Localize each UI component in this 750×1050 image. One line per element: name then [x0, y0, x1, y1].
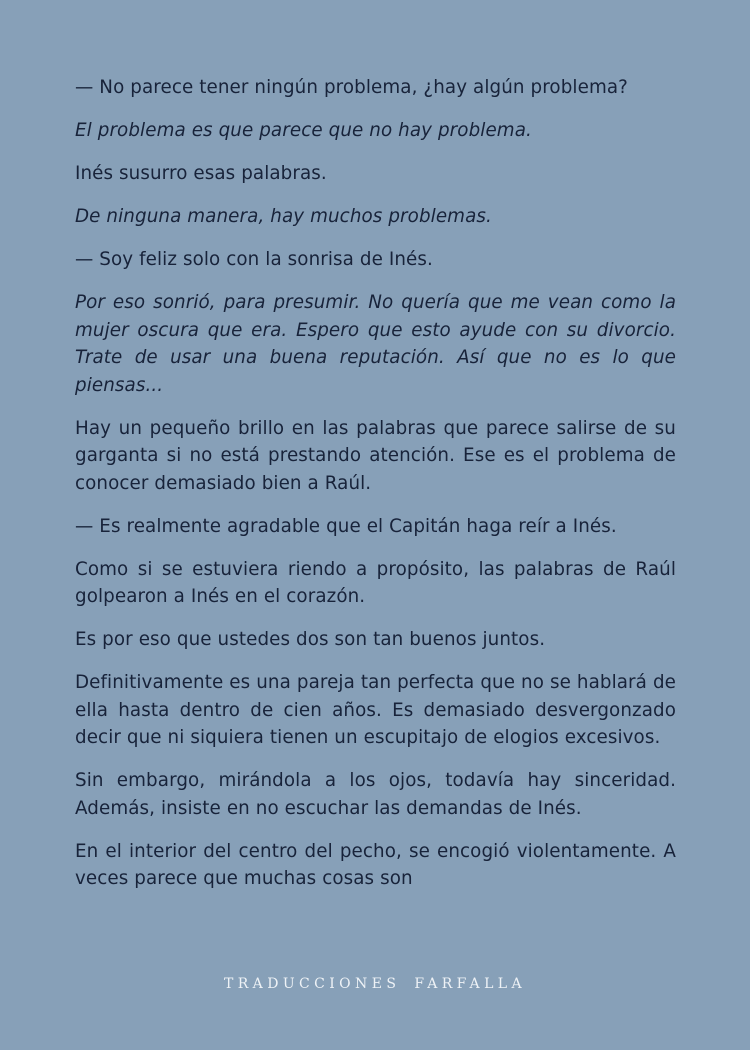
paragraph-8: — Es realmente agradable que el Capitán haga reír a Inés.	[75, 515, 617, 537]
paragraph-2: El problema es que parece que no hay problema.	[75, 120, 532, 141]
footer-credit	[0, 976, 750, 992]
paragraph-4: De ninguna manera, hay muchos problemas.	[75, 206, 492, 227]
paragraph-7: Hay un pequeño brillo en las palabras que parece salirse de su garganta si no está prestando atención. Ese es el problema de conocer demasiado bien a Raúl.	[75, 417, 676, 494]
paragraph-1: — No parece tener ningún problema, ¿hay algún problema?	[75, 77, 628, 98]
page-body	[75, 74, 676, 974]
paragraph-12: Sin embargo, mirándola a los ojos, todavía hay sinceridad. Además, insiste en no escuchar las demandas de Inés.	[75, 770, 676, 819]
paragraph-13: En el interior del centro del pecho, se encogió violentamente. A veces parece que muchas cosas son	[75, 840, 676, 889]
paragraph-9: Como si se estuviera riendo a propósito, las palabras de Raúl golpearon a Inés en el corazón.	[75, 558, 676, 607]
paragraph-5: — Soy feliz solo con la sonrisa de Inés.	[75, 249, 433, 270]
paragraph-11: Definitivamente es una pareja tan perfecta que no se hablará de ella hasta dentro de cien años. Es demasiado desvergonzado decir que ni siquiera tienen un escupitajo de elogios excesivos.	[75, 672, 676, 748]
footer-credit-left: TRADUCCIONES	[224, 976, 401, 992]
paragraph-6: Por eso sonrió, para presumir. No quería que me vean como la mujer oscura que era. Espero que esto ayude con su divorcio. Trate de usar una buena reputación. Así que no es lo que piensas...	[75, 292, 676, 396]
paragraph-10: Es por eso que ustedes dos son tan buenos juntos.	[75, 629, 546, 650]
footer-credit-right: FARFALLA	[414, 976, 526, 992]
paragraph-3: Inés susurro esas palabras.	[75, 163, 327, 184]
